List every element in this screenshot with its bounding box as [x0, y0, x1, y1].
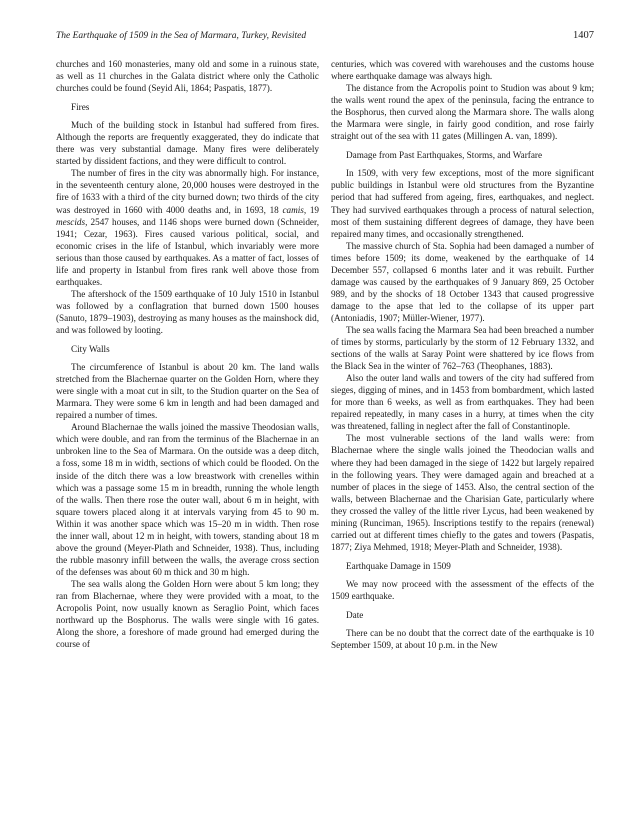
- italic-term: camis,: [282, 204, 307, 215]
- paragraph: The circumference of Istanbul is about 20 km. The land walls stretched from the Blachernae quarter on the Golden Horn, where they were single with a moat cut in silt, to the Studion quarter on the Sea of Marmara. They were some 6 km in length and had been damaged and repaired a number of times.: [56, 362, 319, 421]
- running-header: [56, 30, 594, 44]
- italic-term: mescids,: [56, 216, 88, 227]
- paragraph: The sea walls facing the Marmara Sea had been breached a number of times by storms, particularly by the storm of 12 February 1332, and sections of the walls at Saray Point were shattered by ice flows from the Black Sea in the winter of 762–763 (Theophanes, 1883).: [331, 324, 594, 372]
- section-heading-fires: Fires: [71, 102, 90, 113]
- section-heading-date: Date: [346, 610, 364, 621]
- paragraph: The massive church of Sta. Sophia had been damaged a number of times before 1509; its dome, weakened by the earthquake of 14 December 557, collapsed 6 months later and it was rebuilt. Further damage was caused by the earthquakes of 9 January 869, 25 October 989, and by the shocks of 18 October 1343 that caused progressive damage to the apse that led to the collapse of its upper part (Antoniadis, 1907; Müller-Wiener, 1977).: [331, 240, 594, 323]
- section-heading-city-walls: City Walls: [71, 344, 110, 355]
- paragraph: The most vulnerable sections of the land walls were: from Blachernae where the single walls joined the Theodocian walls and where they had been damaged in the siege of 1422 but largely repaired in the following years. They were damaged again and breached at a number of places in the siege of 1453. Also, the central section of the walls, between Blachernae and the Charisian Gate, particularly where they crossed the valley of the little river Lycus, had been weakened by mining (Runciman, 1965). Inscriptions testify to the repairs (renewal) carried out at different times chiefly to the gates and towers (Paspatis, 1877; Ziya Mehmed, 1918; Meyer-Plath and Schneider, 1938).: [331, 433, 594, 552]
- section-heading-damage-past: Damage from Past Earthquakes, Storms, and Warfare: [346, 150, 543, 161]
- paragraph: There can be no doubt that the correct date of the earthquake is 10 September 1509, at about 10 p.m. in the New: [331, 628, 594, 651]
- paragraph: [56, 167, 319, 287]
- paragraph: The aftershock of the 1509 earthquake of 10 July 1510 in Istanbul was followed by a conflagration that burned down 1500 houses (Sanuto, 1879–1903), destroying as many houses as the mainshock did, and was followed by looting.: [56, 288, 319, 335]
- paragraph: In 1509, with very few exceptions, most of the more significant public buildings in Istanbul were old structures from the Byzantine period that had suffered from ageing, fires, earthquakes, and neglect. They had survived earthquakes through a process of natural selection, most of them sustaining different degrees of damage, they have been repaired many times, and occasionally strengthened.: [331, 168, 594, 239]
- page-number: 1407: [573, 30, 594, 41]
- section-heading-earthquake-damage: Earthquake Damage in 1509: [346, 560, 451, 571]
- paragraph: churches and 160 monasteries, many old and some in a ruinous state, as well as 11 churches in the Galata district where only the Catholic churches could be found (Seyid Ali, 1864; Paspatis, 1877).: [56, 59, 319, 94]
- paragraph: Also the outer land walls and towers of the city had suffered from sieges, digging of mines, and in 1453 from bombardment, which lasted for more than 6 weeks, as well as from earthquakes. They had been repaired repeatedly, in many cases in a hurry, at times when the city was threatened, falling in neglect after the fall of Constantinople.: [331, 373, 594, 432]
- paragraph: Much of the building stock in Istanbul had suffered from fires. Although the reports are frequently exaggerated, they do indicate that there was very substantial damage. Many fires were deliberately started by dissident factions, and they were difficult to control.: [56, 120, 319, 167]
- paragraph: The sea walls along the Golden Horn were about 5 km long; they ran from Blachernae, where they were provided with a moat, to the Acropolis Point, now usually known as Seraglio Point, which faces northward up the Bosphorus. The walls were single with 16 gates. Along the shore, a foreshore of made ground had emerged during the course of: [56, 578, 319, 650]
- text-run: 19: [306, 204, 320, 215]
- paragraph: We may now proceed with the assessment of the effects of the 1509 earthquake.: [331, 578, 594, 601]
- text-columns: [56, 58, 594, 651]
- text-run: The number of fires in the city was abnormally high. For instance, in the seventeenth century alone, 20,000 houses were destroyed in the fire of 1633 with a third of the city burned down; two thirds of the city was destroyed in 1660 with 4000 deaths and, in 1693, 18: [56, 168, 319, 215]
- text-run: 2547 houses, and 1146 shops were burned down (Schneider, 1941; Cezar, 1963). Fires caused various political, social, and economic crises in the life of Istanbul, which invariably were more serious than those caused by earthquakes. As a matter of fact, losses of life and property in Istanbul from fires rank well above those from earthquakes.: [56, 216, 319, 287]
- right-column: [331, 58, 594, 651]
- left-column: [56, 58, 319, 651]
- running-title: The Earthquake of 1509 in the Sea of Marmara, Turkey, Revisited: [56, 31, 307, 41]
- paragraph: The distance from the Acropolis point to Studion was about 9 km; the walls went round the apex of the peninsula, facing the entrance to the Bosphorus, then curved along the Marmara shore. The walls along the Marmara were single, in fairly good condition, and rose fairly straight out of the sea with 11 gates (Millingen A. van, 1899).: [331, 83, 594, 142]
- paragraph: centuries, which was covered with warehouses and the customs house where earthquake damage was always high.: [331, 59, 594, 82]
- paragraph: Around Blachernae the walls joined the massive Theodosian walls, which were double, and ran from the terminus of the Blachernae in an unbroken line to the Sea of Marmara. On the outside was a deep ditch, a foss, some 18 m in width, sections of which could be flooded. On the inside of the ditch there was a low breastwork with crenelles within which was a passage some 15 m in breadth, running the whole length of the walls. Then there rose the outer wall, about 6 m in height, with square towers placed along it at intervals varying from 45 to 90 m. Within it was another space which was 15–20 m in width. Then rose the inner wall, about 12 m in height, with towers, standing about 18 m above the ground (Meyer-Plath and Schneider, 1938). Thus, including the rubble masonry infill between the walls, the average cross section of the defenses was about 60 m thick and 30 m high.: [56, 422, 319, 577]
